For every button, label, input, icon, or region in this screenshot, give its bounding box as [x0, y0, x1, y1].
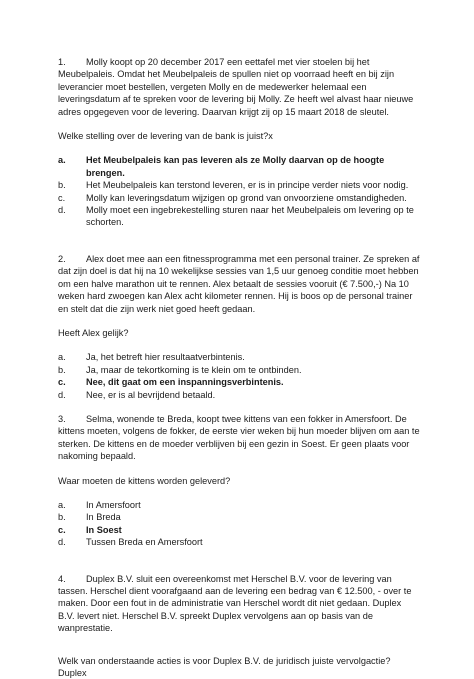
option-a: a. Ja, het betreft hier resultaatverbintenis.: [58, 352, 245, 363]
option-d: d. Tussen Breda en Amersfoort: [58, 537, 203, 548]
question-1-number: 1.: [58, 57, 66, 67]
question-2-number: 2.: [58, 253, 66, 264]
option-a: a. In Amersfoort: [58, 499, 141, 510]
option-b: b. In Breda: [58, 512, 121, 523]
question-2-text: 2. Alex doet mee aan een fitnessprogramma met een personal trainer. Ze spreken af dat zijn doel is dat hij na 10 wekelijkse sessies van 1,5 uur genoeg conditie moet hebben om een halve marathon uit te rennen. Alex betaalt de sessies vooruit (€ 7.500,-) Na 10 weken hard zwoegen kan Alex acht kilometer rennen. Hij is boos op de personal trainer en stelt dat die zijn werk niet goed heeft gedaan.: [58, 253, 420, 314]
question-4: [58, 573, 420, 679]
question-1-prompt: Welke stelling over de levering van de bank is juist?x: [58, 131, 273, 142]
question-3-number: 3.: [58, 413, 66, 424]
question-3-text: 3. Selma, wonende te Breda, koopt twee kittens van een fokker in Amersfoort. De kittens moeten, volgens de fokker, de eerste vier weken bij hun moeder blijven om aan te sterken. De kittens en de moeder verblijven bij een gezin in Soest. Er geen plaats voor nakoming bepaald.: [58, 413, 420, 462]
question-2-prompt: Heeft Alex gelijk?: [58, 327, 129, 338]
question-3-prompt: Waar moeten de kittens worden geleverd?: [58, 475, 231, 486]
question-4-number: 4.: [58, 573, 66, 584]
question-1-text: 1. Molly koopt op 20 december 2017 een eettafel met vier stoelen bij het Meubelpaleis. Omdat het Meubelpaleis de spullen niet op voorraad heeft en bij zijn leverancier moet bestellen, vergeten Molly en de medewerker helemaal een leveringsdatum af te spreken voor de levering bij Molly. Ze heeft wel alvast haar nieuwe adres opgegeven voor de levering. Daarvan krijgt zij op 15 maart 2018 de sleutel.: [58, 57, 414, 117]
question-4-text: 4. Duplex B.V. sluit een overeenkomst met Herschel B.V. voor de levering van tassen. Herschel dient voorafgaand aan de levering een bedrag van € 12.500, - over te maken. Door een fout in de administratie van Herschel wordt dit niet gedaan. Duplex B.V. levert niet. Herschel B.V. spreekt Duplex vervolgens aan op basis van de wanprestatie.: [58, 573, 412, 634]
question-3: [58, 413, 420, 549]
question-4-prompt: Welk van onderstaande acties is voor Duplex B.V. de juridisch juiste vervolgactie? Duplex: [58, 655, 391, 679]
option-a: a. Het Meubelpaleis kan pas leveren als ze Molly daarvan op de hoogte brengen.: [58, 155, 385, 178]
question-2-options: [58, 351, 420, 401]
option-b: b. Ja, maar de tekortkoming is te klein om te ontbinden.: [58, 364, 302, 375]
option-d: d. Molly moet een ingebrekestelling sturen naar het Meubelpaleis om levering op te schorten.: [58, 205, 414, 228]
question-1-options: [58, 154, 420, 228]
question-3-options: [58, 499, 420, 549]
option-d: d. Nee, er is al bevrijdend betaald.: [58, 389, 216, 400]
option-c: c. Nee, dit gaat om een inspanningsverbintenis.: [58, 377, 284, 388]
option-c: c. Molly kan leveringsdatum wijzigen op grond van onvoorziene omstandigheden.: [58, 192, 407, 203]
question-2: [58, 253, 420, 401]
question-1: [58, 56, 420, 229]
option-c: c. In Soest: [58, 524, 122, 535]
option-b: b. Het Meubelpaleis kan terstond leveren, er is in principe verder niets voor nodig.: [58, 180, 409, 191]
